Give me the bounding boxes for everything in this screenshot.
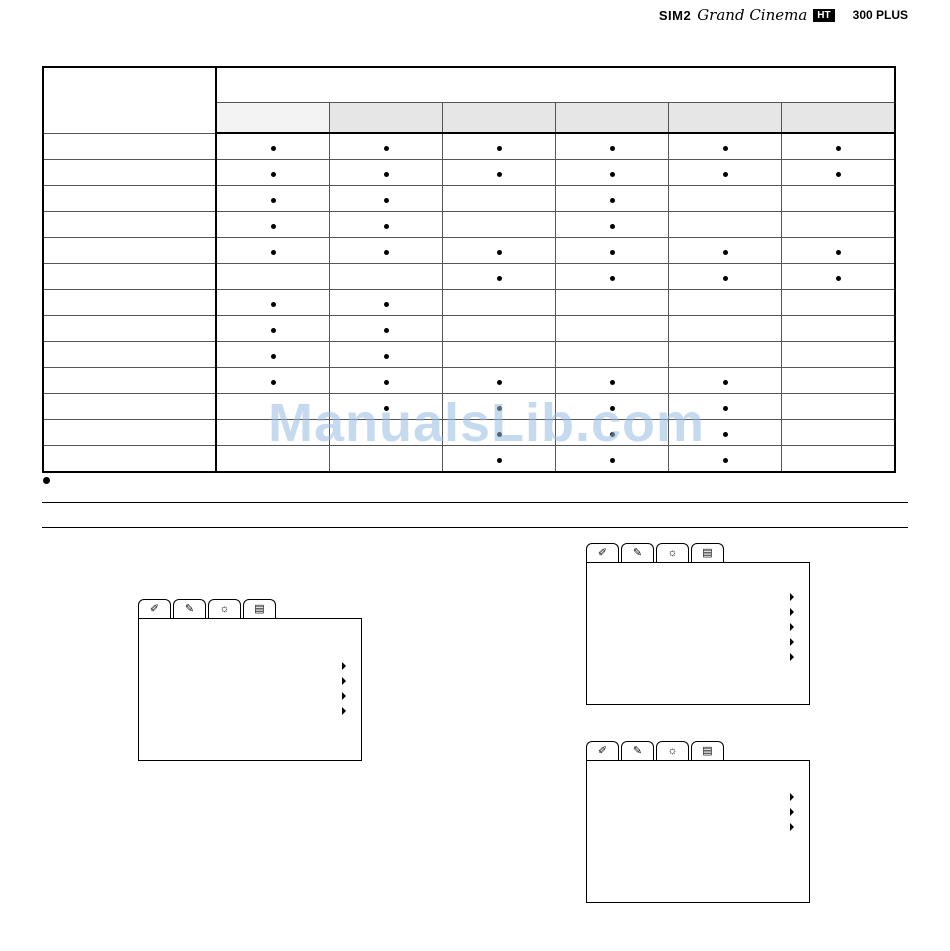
- osd-tabs: [586, 741, 724, 760]
- compat-dot-icon: [836, 276, 841, 281]
- compat-dot-icon: [497, 172, 502, 177]
- compat-dot-icon: [384, 146, 389, 151]
- osd-tab-picture-icon[interactable]: [586, 741, 619, 760]
- table-cell: [216, 368, 330, 394]
- table-cell: [669, 290, 782, 316]
- submenu-arrow-icon: [342, 677, 346, 685]
- compat-dot-icon: [271, 146, 276, 151]
- compat-dot-icon: [610, 224, 615, 229]
- compat-dot-icon: [723, 146, 728, 151]
- osd-tab-picture-icon[interactable]: [138, 599, 171, 618]
- table-cell: [669, 316, 782, 342]
- table-row-label: [43, 264, 216, 290]
- setup-icon: ☼: [667, 546, 678, 559]
- osd-tab-setup-icon[interactable]: [656, 741, 689, 760]
- table-cell: [669, 160, 782, 186]
- table-cell: [443, 316, 556, 342]
- image-adjust-icon: ✎: [632, 744, 643, 757]
- compat-dot-icon: [723, 458, 728, 463]
- table-row: [43, 368, 895, 394]
- picture-icon: ✐: [597, 546, 608, 559]
- table-cell: [669, 212, 782, 238]
- osd-submenu-arrows: [790, 593, 794, 668]
- compat-dot-icon: [384, 354, 389, 359]
- brand-model: 300 PLUS: [852, 8, 908, 22]
- table-cell: [782, 394, 896, 420]
- table-row-label: [43, 420, 216, 446]
- info-icon: ▤: [702, 546, 713, 559]
- compat-dot-icon: [610, 380, 615, 385]
- table-cell: [782, 290, 896, 316]
- table-row-label: [43, 368, 216, 394]
- compat-dot-icon: [384, 198, 389, 203]
- compat-dot-icon: [384, 302, 389, 307]
- table-cell: [216, 133, 330, 160]
- table-cell: [443, 368, 556, 394]
- table-column-header: [216, 103, 330, 134]
- osd-submenu-arrows: [342, 662, 346, 722]
- table-cell: [216, 316, 330, 342]
- compat-dot-icon: [497, 250, 502, 255]
- table-row-label: [43, 238, 216, 264]
- compat-dot-icon: [723, 250, 728, 255]
- compat-dot-icon: [610, 276, 615, 281]
- table-cell: [556, 133, 669, 160]
- table-cell: [216, 160, 330, 186]
- table-cell: [330, 290, 443, 316]
- table-cell: [216, 238, 330, 264]
- submenu-arrow-icon: [342, 692, 346, 700]
- compat-dot-icon: [271, 224, 276, 229]
- table-column-header: [556, 103, 669, 134]
- compat-dot-icon: [723, 276, 728, 281]
- table-cell: [669, 186, 782, 212]
- osd-tab-info-icon[interactable]: [691, 543, 724, 562]
- table-row: [43, 342, 895, 368]
- compat-dot-icon: [271, 302, 276, 307]
- table-cell: [443, 238, 556, 264]
- compat-dot-icon: [610, 146, 615, 151]
- table-cell: [330, 212, 443, 238]
- image-adjust-icon: ✎: [184, 602, 195, 615]
- picture-icon: ✐: [597, 744, 608, 757]
- osd-tabs: [138, 599, 276, 618]
- table-group-header: [216, 67, 895, 103]
- table-cell: [443, 186, 556, 212]
- table-cell: [330, 238, 443, 264]
- table-cell: [669, 133, 782, 160]
- osd-submenu-arrows: [790, 793, 794, 838]
- table-cell: [556, 186, 669, 212]
- compat-dot-icon: [610, 172, 615, 177]
- table-cell: [556, 264, 669, 290]
- table-column-header: [443, 103, 556, 134]
- table-cell: [216, 212, 330, 238]
- table-cell: [556, 342, 669, 368]
- table-corner-cell: [43, 67, 216, 133]
- table-cell: [330, 316, 443, 342]
- brand-ht-badge: HT: [813, 9, 834, 22]
- table-cell: [216, 342, 330, 368]
- table-cell: [556, 368, 669, 394]
- info-icon: ▤: [254, 602, 265, 615]
- legend-dot-icon: [43, 477, 50, 484]
- table-column-header: [782, 103, 896, 134]
- table-cell: [782, 420, 896, 446]
- table-row-label: [43, 186, 216, 212]
- osd-menu-panel: [586, 562, 810, 705]
- table-row: [43, 238, 895, 264]
- table-row-label: [43, 212, 216, 238]
- table-row: [43, 186, 895, 212]
- picture-icon: ✐: [149, 602, 160, 615]
- table-row-label: [43, 133, 216, 160]
- table-cell: [216, 186, 330, 212]
- table-cell: [556, 212, 669, 238]
- submenu-arrow-icon: [790, 808, 794, 816]
- table-row: [43, 212, 895, 238]
- submenu-arrow-icon: [790, 638, 794, 646]
- table-cell: [556, 238, 669, 264]
- osd-tab-image-adjust-icon[interactable]: [621, 741, 654, 760]
- compat-dot-icon: [836, 250, 841, 255]
- table-cell: [782, 160, 896, 186]
- table-cell: [782, 446, 896, 473]
- table-cell: [330, 342, 443, 368]
- table-row-label: [43, 160, 216, 186]
- compat-dot-icon: [610, 198, 615, 203]
- compat-dot-icon: [384, 172, 389, 177]
- table-cell: [216, 264, 330, 290]
- osd-tab-image-adjust-icon[interactable]: [621, 543, 654, 562]
- table-cell: [443, 160, 556, 186]
- image-adjust-icon: ✎: [632, 546, 643, 559]
- submenu-arrow-icon: [342, 662, 346, 670]
- compat-dot-icon: [271, 380, 276, 385]
- table-row-label: [43, 316, 216, 342]
- submenu-arrow-icon: [790, 608, 794, 616]
- table-cell: [443, 133, 556, 160]
- table-cell: [330, 133, 443, 160]
- compat-dot-icon: [836, 146, 841, 151]
- table-cell: [443, 342, 556, 368]
- osd-tab-picture-icon[interactable]: [586, 543, 619, 562]
- brand-header: [659, 6, 908, 24]
- table-cell: [330, 368, 443, 394]
- divider-line: [42, 502, 908, 503]
- osd-tab-setup-icon[interactable]: [656, 543, 689, 562]
- table-cell: [556, 290, 669, 316]
- compat-dot-icon: [497, 276, 502, 281]
- table-cell: [782, 342, 896, 368]
- brand-sim2: SIM2: [658, 7, 692, 23]
- table-cell: [782, 212, 896, 238]
- submenu-arrow-icon: [790, 593, 794, 601]
- table-cell: [782, 186, 896, 212]
- submenu-arrow-icon: [790, 793, 794, 801]
- compat-dot-icon: [271, 172, 276, 177]
- compat-dot-icon: [497, 146, 502, 151]
- compat-dot-icon: [836, 172, 841, 177]
- compat-dot-icon: [384, 328, 389, 333]
- table-cell: [669, 264, 782, 290]
- table-row-label: [43, 446, 216, 473]
- osd-menu-panel: [586, 760, 810, 903]
- osd-tab-image-adjust-icon[interactable]: [173, 599, 206, 618]
- osd-tab-setup-icon[interactable]: [208, 599, 241, 618]
- table-cell: [782, 238, 896, 264]
- table-row-label: [43, 394, 216, 420]
- compat-dot-icon: [723, 172, 728, 177]
- table-row: [43, 264, 895, 290]
- compat-dot-icon: [271, 328, 276, 333]
- compat-dot-icon: [271, 354, 276, 359]
- setup-icon: ☼: [219, 602, 230, 615]
- submenu-arrow-icon: [790, 653, 794, 661]
- submenu-arrow-icon: [790, 623, 794, 631]
- table-cell: [669, 368, 782, 394]
- compat-dot-icon: [723, 406, 728, 411]
- table-cell: [556, 316, 669, 342]
- submenu-arrow-icon: [342, 707, 346, 715]
- table-cell: [782, 316, 896, 342]
- table-cell: [782, 264, 896, 290]
- compat-dot-icon: [610, 458, 615, 463]
- osd-menu-panel: [138, 618, 362, 761]
- osd-tabs: [586, 543, 724, 562]
- table-row: [43, 316, 895, 342]
- compat-dot-icon: [271, 198, 276, 203]
- table-cell: [443, 290, 556, 316]
- table-cell: [330, 264, 443, 290]
- table-cell: [556, 160, 669, 186]
- compat-dot-icon: [610, 250, 615, 255]
- table-cell: [782, 133, 896, 160]
- info-icon: ▤: [702, 744, 713, 757]
- watermark: ManualsLib.com: [268, 393, 706, 453]
- compat-dot-icon: [497, 380, 502, 385]
- table-column-header: [330, 103, 443, 134]
- table-column-header: [669, 103, 782, 134]
- compat-dot-icon: [271, 250, 276, 255]
- table-cell: [669, 238, 782, 264]
- submenu-arrow-icon: [790, 823, 794, 831]
- table-cell: [782, 368, 896, 394]
- compat-dot-icon: [384, 380, 389, 385]
- table-cell: [330, 186, 443, 212]
- compat-dot-icon: [723, 380, 728, 385]
- table-row: [43, 290, 895, 316]
- divider-line: [42, 527, 908, 528]
- table-row-label: [43, 342, 216, 368]
- compat-dot-icon: [384, 250, 389, 255]
- setup-icon: ☼: [667, 744, 678, 757]
- table-cell: [669, 342, 782, 368]
- compat-dot-icon: [723, 432, 728, 437]
- compat-dot-icon: [384, 224, 389, 229]
- table-row-label: [43, 290, 216, 316]
- osd-tab-info-icon[interactable]: [691, 741, 724, 760]
- brand-grand-cinema: Grand Cinema: [697, 6, 808, 24]
- table-row: [43, 133, 895, 160]
- table-cell: [443, 264, 556, 290]
- osd-tab-info-icon[interactable]: [243, 599, 276, 618]
- table-row: [43, 160, 895, 186]
- table-cell: [330, 160, 443, 186]
- compat-dot-icon: [497, 458, 502, 463]
- table-cell: [443, 212, 556, 238]
- table-cell: [216, 290, 330, 316]
